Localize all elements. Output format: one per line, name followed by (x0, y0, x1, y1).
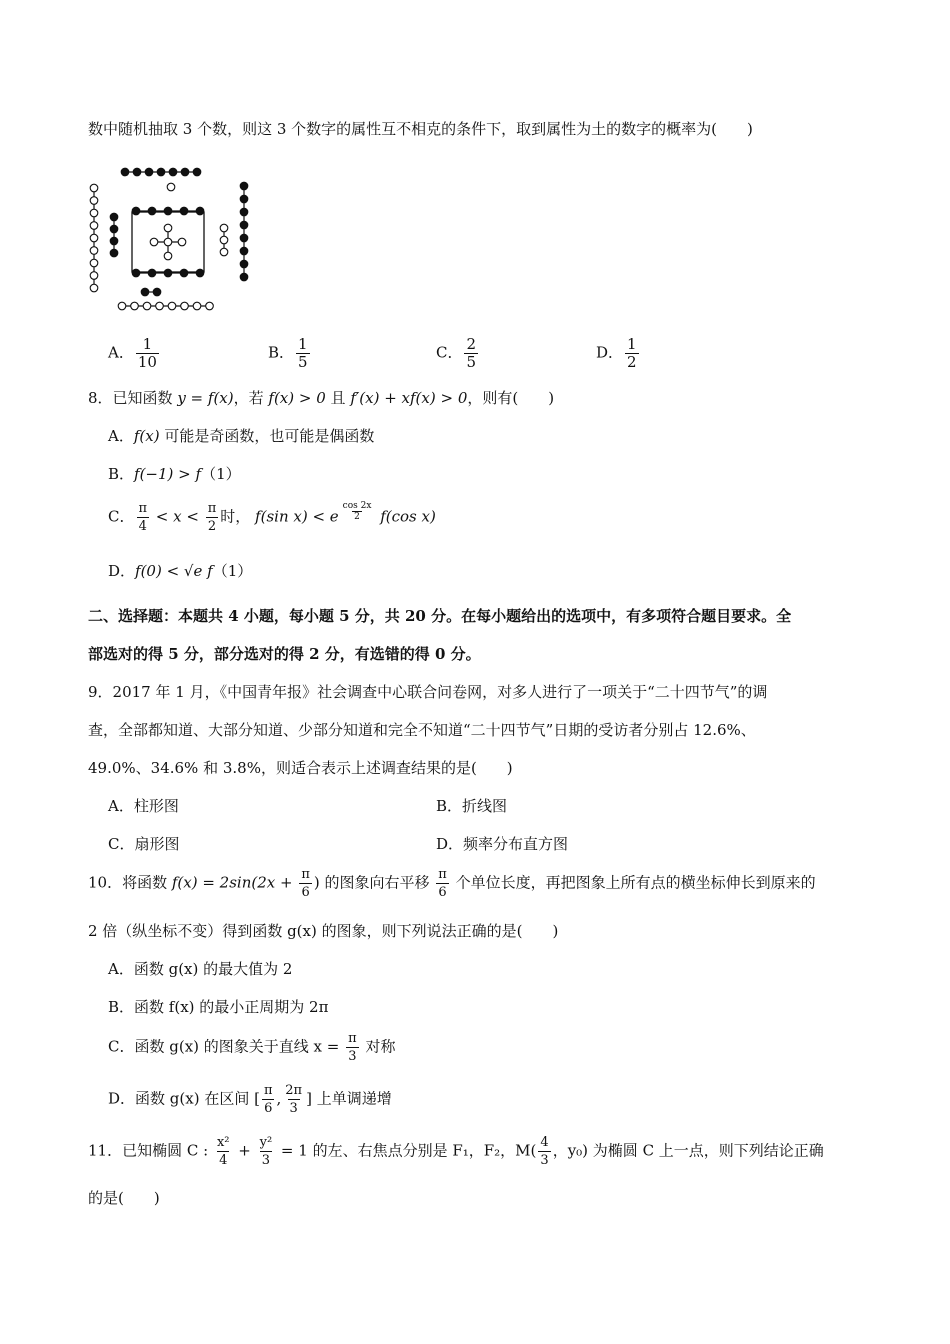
option-text: 对称 (360, 1037, 396, 1056)
option-text: C．函数 g(x) 的图象关于直线 x = (108, 1037, 345, 1056)
q7-option-a[interactable] (108, 336, 161, 371)
q11-line1 (88, 1134, 824, 1169)
q8-math: < x < (151, 507, 204, 526)
filled-dot (180, 207, 188, 215)
section2-heading-line2: 部选对的得 5 分，部分选对的得 2 分，有选错的得 0 分。 (88, 645, 481, 663)
q8-text: 且 (325, 389, 351, 407)
q11-line2: 的是( ) (88, 1189, 160, 1207)
filled-dot (110, 225, 118, 233)
filled-dot (240, 195, 248, 203)
q9-line2: 查，全部都知道、大部分知道、少部分知道和完全不知道“二十四节气”日期的受访者分别占 12.6%、 (88, 721, 756, 739)
frac-den: 2 (207, 519, 217, 534)
filled-dot (153, 288, 161, 296)
q7-option-d[interactable] (596, 336, 641, 371)
q11-text: 11．已知椭圆 C : (88, 1141, 213, 1160)
q10-option-d[interactable] (108, 1082, 392, 1117)
hollow-dot (164, 224, 172, 232)
filled-dot (240, 208, 248, 216)
hollow-dot (181, 302, 189, 310)
filled-dot (132, 269, 140, 277)
q8-text: ，若 (233, 389, 269, 407)
q7-intro: 数中随机抽取 3 个数，则这 3 个数字的属性互不相克的条件下，取到属性为土的数字的概率为( ) (88, 120, 753, 138)
option-letter: C． (108, 507, 135, 526)
hollow-dot (150, 238, 158, 246)
option-letter: A． (108, 343, 134, 362)
frac-den: 10 (137, 353, 157, 371)
frac-num: π (438, 867, 447, 882)
filled-dot (181, 168, 189, 176)
frac-num: 4 (540, 1135, 549, 1150)
frac-den: 2 (354, 511, 360, 522)
hollow-dot (90, 184, 98, 192)
hollow-dot (90, 284, 98, 292)
hollow-dot (164, 252, 172, 260)
q10-option-a[interactable]: A．函数 g(x) 的最大值为 2 (108, 960, 293, 978)
q8-math: f(0) < √e f (135, 562, 213, 580)
q8-math: f(sin x) < e (255, 507, 339, 526)
frac-num: y² (259, 1135, 273, 1150)
hollow-dot (206, 302, 214, 310)
filled-dot (141, 288, 149, 296)
filled-dot (240, 247, 248, 255)
q7-option-c[interactable] (436, 336, 480, 371)
hollow-dot (167, 183, 175, 191)
q8-math: f(x) > 0 (268, 389, 326, 407)
filled-dot (110, 249, 118, 257)
frac-num: π (138, 501, 148, 516)
frac-den: 6 (301, 885, 310, 900)
filled-dot (196, 269, 204, 277)
frac-den: 2 (627, 353, 637, 371)
option-text: 可能是奇函数，也可能是偶函数 (159, 427, 375, 445)
frac-num: π (301, 867, 310, 882)
frac-den: 4 (219, 1153, 228, 1168)
filled-dot (240, 221, 248, 229)
frac-num: π (263, 1083, 273, 1098)
q9-option-a[interactable]: A．柱形图 (108, 797, 179, 815)
hollow-dot (220, 248, 228, 256)
option-letter: D． (108, 562, 136, 580)
option-letter: B． (268, 343, 295, 362)
q9-line1: 9．2017 年 1 月，《中国青年报》社会调查中心联合问卷网，对多人进行了一项关于“二十四节气”的调 (88, 683, 768, 701)
frac-den: 3 (540, 1153, 549, 1168)
q11-text: ，y₀) 为椭圆 C 上一点，则下列结论正确 (552, 1141, 824, 1160)
filled-dot (240, 182, 248, 190)
q8-option-b[interactable] (108, 463, 241, 485)
filled-dot (132, 207, 140, 215)
filled-dot (240, 234, 248, 242)
hollow-dot (90, 247, 98, 255)
option-text: （1） (212, 562, 253, 580)
q8-text: 8．已知函数 (88, 389, 178, 407)
frac-num: 2 (466, 335, 477, 353)
hollow-dot (168, 302, 176, 310)
frac-num: 1 (627, 335, 637, 353)
filled-dot (164, 207, 172, 215)
q9-option-c[interactable]: C．扇形图 (108, 835, 180, 853)
hollow-dot (131, 302, 139, 310)
frac-den: 6 (438, 885, 447, 900)
q10-line2: 2 倍（纵坐标不变）得到函数 g(x) 的图象，则下列说法正确的是( ) (88, 922, 559, 940)
hollow-dot (193, 302, 201, 310)
q10-text: ) 的图象向右平移 (313, 873, 435, 892)
frac-num: 1 (142, 335, 153, 353)
q10-option-c[interactable] (108, 1030, 395, 1065)
hollow-dot (164, 238, 172, 246)
option-letter: A． (108, 427, 134, 445)
option-letter: D． (596, 343, 624, 362)
filled-dot (164, 269, 172, 277)
frac-den: 6 (264, 1101, 273, 1116)
frac-den: 3 (289, 1101, 298, 1116)
frac-num: cos 2x (342, 500, 372, 511)
filled-dot (145, 168, 153, 176)
hollow-dot (90, 234, 98, 242)
option-text: （1） (201, 465, 241, 483)
filled-dot (148, 269, 156, 277)
q10-math: f(x) = 2sin(2x + (171, 873, 298, 892)
hollow-dot (178, 238, 186, 246)
q9-option-b[interactable]: B．折线图 (436, 797, 508, 815)
hollow-dot (220, 236, 228, 244)
filled-dot (121, 168, 129, 176)
hollow-dot (220, 224, 228, 232)
frac-den: 3 (348, 1049, 357, 1064)
q8-math: f(cos x) (380, 507, 436, 526)
frac-den: 3 (261, 1153, 271, 1168)
frac-den: 4 (138, 519, 147, 534)
q8-option-c[interactable] (108, 500, 436, 535)
filled-dot (193, 168, 201, 176)
filled-dot (110, 213, 118, 221)
option-letter: B． (108, 465, 135, 483)
filled-dot (169, 168, 177, 176)
frac-num: 1 (298, 335, 308, 353)
filled-dot (148, 207, 156, 215)
frac-num: π (348, 1031, 357, 1046)
q10-line1 (88, 866, 816, 901)
q7-option-b[interactable] (268, 336, 312, 371)
hollow-dot (156, 302, 164, 310)
q10-text: 10．将函数 (88, 873, 172, 892)
hollow-dot (90, 222, 98, 230)
frac-den: 5 (466, 353, 477, 371)
filled-dot (240, 273, 248, 281)
q8-stem (88, 387, 554, 409)
option-text: 时， (220, 507, 251, 526)
q9-line3: 49.0%、34.6% 和 3.8%，则适合表示上述调查结果的是( ) (88, 759, 513, 777)
q8-math: f(−1) > f (134, 465, 202, 483)
q8-math: y = f(x) (177, 389, 234, 407)
frac-den: 5 (298, 353, 308, 371)
filled-dot (240, 260, 248, 268)
q11-text: = 1 的左、右焦点分别是 F₁，F₂，M( (276, 1141, 537, 1160)
option-letter: C． (436, 343, 463, 362)
q10-option-b[interactable]: B．函数 f(x) 的最小正周期为 2π (108, 998, 329, 1016)
frac-num: 2π (285, 1083, 303, 1098)
q8-option-a[interactable] (108, 425, 374, 447)
hollow-dot (90, 197, 98, 205)
q8-math: f(x) (133, 427, 160, 445)
frac-num: x² (216, 1135, 230, 1150)
hollow-dot (143, 302, 151, 310)
luoshu-diagram (82, 162, 257, 317)
q8-option-d[interactable] (108, 560, 252, 582)
hollow-dot (90, 259, 98, 267)
option-text: ] 上单调递增 (306, 1089, 392, 1108)
hollow-dot (118, 302, 126, 310)
q11-text: + (233, 1141, 256, 1160)
q8-math: f′(x) + xf(x) > 0 (350, 389, 468, 407)
q10-text: 个单位长度，再把图象上所有点的横坐标伸长到原来的 (450, 873, 816, 892)
frac-num: π (207, 501, 217, 516)
filled-dot (180, 269, 188, 277)
filled-dot (157, 168, 165, 176)
hollow-dot (90, 272, 98, 280)
section2-heading-line1: 二、选择题：本题共 4 小题，每小题 5 分，共 20 分。在每小题给出的选项中，有多项符合题目要求。全 (88, 607, 792, 625)
q9-option-d[interactable]: D．频率分布直方图 (436, 835, 569, 853)
hollow-dot (90, 209, 98, 217)
filled-dot (196, 207, 204, 215)
q8-text: ，则有( ) (467, 389, 555, 407)
option-text: D．函数 g(x) 在区间 [ (108, 1089, 260, 1108)
option-text: , (276, 1089, 282, 1108)
filled-dot (110, 237, 118, 245)
filled-dot (133, 168, 141, 176)
